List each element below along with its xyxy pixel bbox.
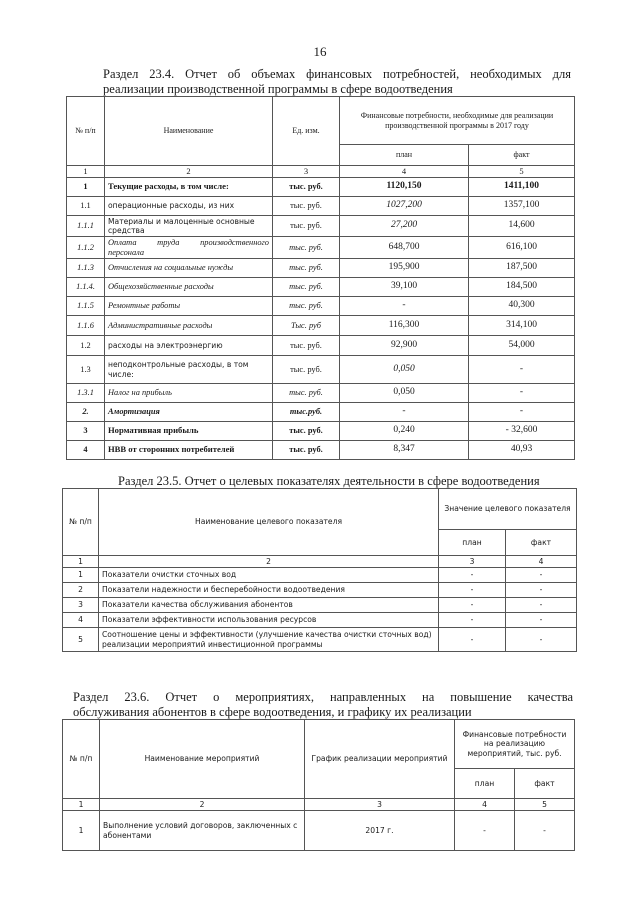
table-row — [63, 598, 577, 613]
row-unit: тыс. руб. — [273, 278, 340, 297]
row-plan: 195,900 — [340, 259, 469, 278]
row-num: 1.1.5 — [67, 297, 105, 316]
row-schedule: 2017 г. — [305, 811, 455, 851]
table-row — [63, 811, 575, 851]
row-name: Административные расходы — [105, 316, 273, 336]
row-plan: - — [439, 598, 506, 613]
section2-title-text: Раздел 23.5. Отчет о целевых показателях деятельности в сфере водоотведения — [118, 474, 540, 488]
row-fact: - — [506, 613, 577, 628]
header-unit: Ед. изм. — [273, 97, 340, 166]
row-name: Текущие расходы, в том числе: — [105, 178, 273, 197]
index-cell: 3 — [439, 556, 506, 568]
row-name: Налог на прибыль — [105, 384, 273, 403]
index-cell: 2 — [105, 166, 273, 178]
row-num: 2. — [67, 403, 105, 422]
row-num: 1.3 — [67, 356, 105, 384]
row-fact: 1357,100 — [469, 197, 575, 216]
index-row — [63, 799, 575, 811]
header-financial-needs: Финансовые потребности на реализацию мероприятий, тыс. руб. — [455, 720, 575, 769]
row-name: НВВ от сторонних потребителей — [105, 441, 273, 460]
row-fact: 54,000 — [469, 336, 575, 356]
row-plan: 1120,150 — [340, 178, 469, 197]
row-name: Соотношение цены и эффективности (улучшение качества очистки сточных вод) реализации мероприятий инвестиционной программы — [99, 628, 439, 652]
row-name: Нормативная прибыль — [105, 422, 273, 441]
header-row — [63, 489, 577, 530]
index-cell: 1 — [63, 799, 100, 811]
target-indicators-table — [62, 488, 577, 652]
row-plan: 116,300 — [340, 316, 469, 336]
row-name: Показатели качества обслуживания абонентов — [99, 598, 439, 613]
row-num: 1.1.1 — [67, 216, 105, 237]
row-num: 1 — [63, 811, 100, 851]
row-plan: 0,050 — [340, 384, 469, 403]
table-row — [63, 583, 577, 598]
row-num: 2 — [63, 583, 99, 598]
row-fact: 314,100 — [469, 316, 575, 336]
row-unit: тыс. руб. — [273, 178, 340, 197]
row-num: 1.1.3 — [67, 259, 105, 278]
table-row — [67, 316, 575, 336]
table-row — [67, 441, 575, 460]
section1-title — [103, 67, 571, 97]
row-unit: тыс. руб. — [273, 197, 340, 216]
row-name: операционные расходы, из них — [105, 197, 273, 216]
row-fact: - — [469, 384, 575, 403]
table-row — [67, 237, 575, 259]
section1-title-line2: реализации производственной программы в сфере водоотведения — [103, 82, 453, 96]
section3-title-line2: обслуживания абонентов в сфере водоотведения, и графику их реализации — [73, 705, 472, 719]
row-plan: 1027,200 — [340, 197, 469, 216]
row-name: неподконтрольные расходы, в том числе: — [105, 356, 273, 384]
row-unit: тыс. руб. — [273, 384, 340, 403]
row-fact: - — [506, 598, 577, 613]
row-fact: - — [506, 568, 577, 583]
section1-title-line1: Раздел 23.4. Отчет об объемах финансовых потребностей, необходимых для — [103, 67, 571, 81]
row-plan: - — [439, 568, 506, 583]
index-cell: 2 — [100, 799, 305, 811]
section3-title — [73, 690, 573, 720]
row-name: Амортизация — [105, 403, 273, 422]
index-cell: 5 — [469, 166, 575, 178]
row-num: 4 — [67, 441, 105, 460]
row-name: Материалы и малоценные основные средства — [105, 216, 273, 237]
row-fact: - — [506, 628, 577, 652]
table-row — [67, 197, 575, 216]
header-row — [67, 97, 575, 145]
table-row — [67, 422, 575, 441]
row-num: 4 — [63, 613, 99, 628]
row-plan: 0,240 — [340, 422, 469, 441]
index-cell: 1 — [67, 166, 105, 178]
row-num: 1 — [67, 178, 105, 197]
row-plan: - — [340, 297, 469, 316]
index-cell: 5 — [515, 799, 575, 811]
row-name: Общехозяйственные расходы — [105, 278, 273, 297]
row-unit: тыс. руб. — [273, 336, 340, 356]
table-row — [67, 336, 575, 356]
index-cell: 3 — [305, 799, 455, 811]
row-fact: 184,500 — [469, 278, 575, 297]
header-num: № п/п — [67, 97, 105, 166]
row-unit: тыс. руб. — [273, 216, 340, 237]
row-name: Ремонтные работы — [105, 297, 273, 316]
header-schedule: График реализации мероприятий — [305, 720, 455, 799]
header-row — [63, 720, 575, 769]
row-plan: 648,700 — [340, 237, 469, 259]
row-unit: тыс. руб. — [273, 441, 340, 460]
row-fact: - — [506, 583, 577, 598]
service-measures-table — [62, 719, 575, 851]
row-fact: - — [515, 811, 575, 851]
row-fact: - — [469, 356, 575, 384]
index-row — [63, 556, 577, 568]
row-num: 1.3.1 — [67, 384, 105, 403]
header-plan: план — [455, 769, 515, 799]
header-indicator-value: Значение целевого показателя — [439, 489, 577, 530]
header-plan: план — [340, 145, 469, 166]
row-num: 1.1.6 — [67, 316, 105, 336]
row-plan: 0,050 — [340, 356, 469, 384]
row-num: 1.2 — [67, 336, 105, 356]
row-unit: тыс. руб. — [273, 259, 340, 278]
header-fact: факт — [515, 769, 575, 799]
row-num: 1.1 — [67, 197, 105, 216]
row-num: 5 — [63, 628, 99, 652]
row-unit: Тыс. руб — [273, 316, 340, 336]
header-measure-name: Наименование мероприятий — [100, 720, 305, 799]
row-plan: - — [439, 613, 506, 628]
table-row — [63, 568, 577, 583]
row-plan: 8,347 — [340, 441, 469, 460]
row-plan: 27,200 — [340, 216, 469, 237]
row-fact: 616,100 — [469, 237, 575, 259]
table-row — [67, 356, 575, 384]
row-num: 3 — [63, 598, 99, 613]
row-num: 3 — [67, 422, 105, 441]
row-num: 1.1.2 — [67, 237, 105, 259]
section2-title — [118, 474, 578, 489]
table-row — [67, 259, 575, 278]
row-plan: 39,100 — [340, 278, 469, 297]
row-fact: 40,300 — [469, 297, 575, 316]
row-plan: 92,900 — [340, 336, 469, 356]
header-fact: факт — [506, 530, 577, 556]
row-plan: - — [439, 628, 506, 652]
row-plan: - — [340, 403, 469, 422]
row-unit: тыс. руб. — [273, 356, 340, 384]
index-cell: 2 — [99, 556, 439, 568]
row-fact: 14,600 — [469, 216, 575, 237]
row-name: Показатели эффективности использования ресурсов — [99, 613, 439, 628]
index-cell: 4 — [506, 556, 577, 568]
row-name: Выполнение условий договоров, заключенных с абонентами — [100, 811, 305, 851]
row-fact: 1411,100 — [469, 178, 575, 197]
row-unit: тыс.руб. — [273, 403, 340, 422]
row-num: 1.1.4. — [67, 278, 105, 297]
index-cell: 4 — [455, 799, 515, 811]
table-row — [67, 178, 575, 197]
table-row — [67, 216, 575, 237]
row-plan: - — [439, 583, 506, 598]
header-num: № п/п — [63, 489, 99, 556]
header-financial-needs: Финансовые потребности, необходимые для реализации производственной программы в 2017 году — [340, 97, 575, 145]
financial-needs-table — [66, 96, 575, 460]
row-unit: тыс. руб. — [273, 237, 340, 259]
header-num: № п/п — [63, 720, 100, 799]
row-num: 1 — [63, 568, 99, 583]
table-row — [67, 297, 575, 316]
row-name: Показатели очистки сточных вод — [99, 568, 439, 583]
row-fact: - 32,600 — [469, 422, 575, 441]
table-row — [67, 384, 575, 403]
row-fact: 187,500 — [469, 259, 575, 278]
header-name: Наименование — [105, 97, 273, 166]
index-cell: 4 — [340, 166, 469, 178]
row-name: Оплата труда производственного персонала — [105, 237, 273, 259]
row-name: Показатели надежности и бесперебойности водоотведения — [99, 583, 439, 598]
header-plan: план — [439, 530, 506, 556]
row-fact: 40,93 — [469, 441, 575, 460]
row-fact: - — [469, 403, 575, 422]
section3-title-line1: Раздел 23.6. Отчет о мероприятиях, направленных на повышение качества — [73, 690, 573, 704]
table-row — [67, 278, 575, 297]
table-row — [63, 628, 577, 652]
table-row — [63, 613, 577, 628]
index-row — [67, 166, 575, 178]
table-row — [67, 403, 575, 422]
row-name: расходы на электроэнергию — [105, 336, 273, 356]
row-unit: тыс. руб. — [273, 297, 340, 316]
index-cell: 1 — [63, 556, 99, 568]
header-indicator-name: Наименование целевого показателя — [99, 489, 439, 556]
index-cell: 3 — [273, 166, 340, 178]
header-fact: факт — [469, 145, 575, 166]
row-unit: тыс. руб. — [273, 422, 340, 441]
row-name: Отчисления на социальные нужды — [105, 259, 273, 278]
page-number: 16 — [313, 44, 327, 59]
row-plan: - — [455, 811, 515, 851]
